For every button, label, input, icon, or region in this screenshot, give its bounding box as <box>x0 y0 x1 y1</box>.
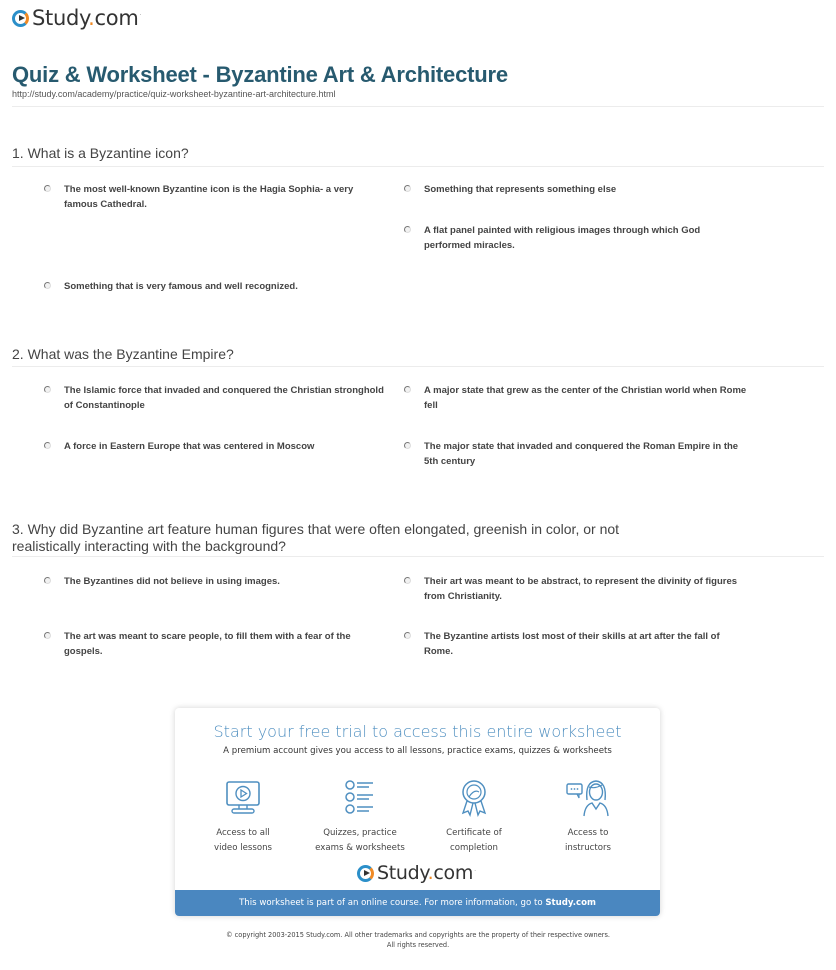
option-label: Something that represents something else <box>424 184 617 195</box>
instructor-icon <box>565 778 611 818</box>
q3-option-b[interactable] <box>404 574 749 604</box>
radio-button[interactable] <box>404 442 411 449</box>
question-1-text: 1. What is a Byzantine icon? <box>12 145 189 161</box>
page-title: Quiz & Worksheet - Byzantine Art & Architecture <box>12 62 508 87</box>
q1-option-c[interactable] <box>404 223 749 253</box>
course-info-bar[interactable] <box>175 890 660 916</box>
play-logo-icon <box>12 10 29 27</box>
q1-option-a[interactable] <box>44 182 389 212</box>
study-link[interactable]: Study.com <box>545 898 596 908</box>
feature-quizzes: Quizzes, practice exams & worksheets <box>305 778 415 856</box>
option-label: The Islamic force that invaded and conquered the Christian stronghold of Constantinople <box>64 385 384 411</box>
radio-button[interactable] <box>404 632 411 639</box>
radio-button[interactable] <box>44 386 51 393</box>
radio-button[interactable] <box>404 386 411 393</box>
option-label: A force in Eastern Europe that was centered in Moscow <box>64 441 315 452</box>
radio-button[interactable] <box>44 185 51 192</box>
q2-option-a[interactable] <box>44 383 389 413</box>
option-label: Their art was meant to be abstract, to represent the divinity of figures from Christianity. <box>424 576 738 602</box>
logo-wordmark: Study.com <box>32 6 139 30</box>
divider <box>12 106 824 107</box>
q2-option-b[interactable] <box>404 383 749 413</box>
question-2-text: 2. What was the Byzantine Empire? <box>12 346 234 362</box>
divider <box>12 556 824 557</box>
feature-video-lessons: Access to all video lessons <box>188 778 298 856</box>
logo-wordmark: Study.com <box>377 862 474 884</box>
radio-button[interactable] <box>404 226 411 233</box>
option-label: A flat panel painted with religious images through which God performed miracles. <box>424 225 701 251</box>
radio-button[interactable] <box>44 282 51 289</box>
q1-option-b[interactable] <box>404 182 749 197</box>
q2-option-d[interactable] <box>404 439 749 469</box>
radio-button[interactable] <box>44 632 51 639</box>
option-label: Something that is very famous and well recognized. <box>64 281 298 292</box>
radio-button[interactable] <box>404 577 411 584</box>
copyright-footer <box>0 930 836 950</box>
option-label: The Byzantines did not believe in using images. <box>64 576 280 587</box>
question-3-text: 3. Why did Byzantine art feature human figures that were often elongated, greenish in color, or not realistically interacting with the background? <box>12 521 620 554</box>
quiz-list-icon <box>340 778 380 818</box>
study-logo[interactable] <box>12 6 141 30</box>
certificate-icon <box>454 778 494 818</box>
radio-button[interactable] <box>44 577 51 584</box>
divider <box>12 166 824 167</box>
option-label: A major state that grew as the center of the Christian world when Rome fell <box>424 385 747 411</box>
rights-line: All rights reserved. <box>386 941 450 949</box>
q3-option-d[interactable] <box>404 629 749 659</box>
play-logo-icon <box>357 865 374 882</box>
option-label: The art was meant to scare people, to fill them with a fear of the gospels. <box>64 631 351 657</box>
option-label: The major state that invaded and conquered the Roman Empire in the 5th century <box>424 441 739 467</box>
free-trial-promo[interactable] <box>175 708 660 916</box>
radio-button[interactable] <box>44 442 51 449</box>
q3-option-a[interactable] <box>44 574 389 589</box>
option-label: The most well-known Byzantine icon is the Hagia Sophia- a very famous Cathedral. <box>64 184 354 210</box>
video-lessons-icon <box>223 778 263 818</box>
q1-option-d[interactable] <box>44 279 389 294</box>
option-label: The Byzantine artists lost most of their skills at art after the fall of Rome. <box>424 631 720 657</box>
q2-option-c[interactable] <box>44 439 389 454</box>
divider <box>12 366 824 367</box>
course-info-text: This worksheet is part of an online course. For more information, go to <box>239 898 546 908</box>
feature-instructors: Access to instructors <box>533 778 643 856</box>
feature-certificate: Certificate of completion <box>419 778 529 856</box>
trademark-dot: · <box>474 868 477 874</box>
trademark-dot: · <box>139 12 142 18</box>
page-url[interactable]: http://study.com/academy/practice/quiz-worksheet-byzantine-art-architecture.html <box>12 89 336 99</box>
radio-button[interactable] <box>404 185 411 192</box>
promo-title[interactable]: Start your free trial to access this entire worksheet <box>213 722 622 741</box>
promo-subtitle: A premium account gives you access to all lessons, practice exams, quizzes & worksheets <box>223 746 612 756</box>
q3-option-c[interactable] <box>44 629 389 659</box>
promo-study-logo[interactable] <box>357 862 476 884</box>
copyright-line: © copyright 2003-2015 Study.com. All other trademarks and copyrights are the property of their respective owners. <box>225 931 611 939</box>
